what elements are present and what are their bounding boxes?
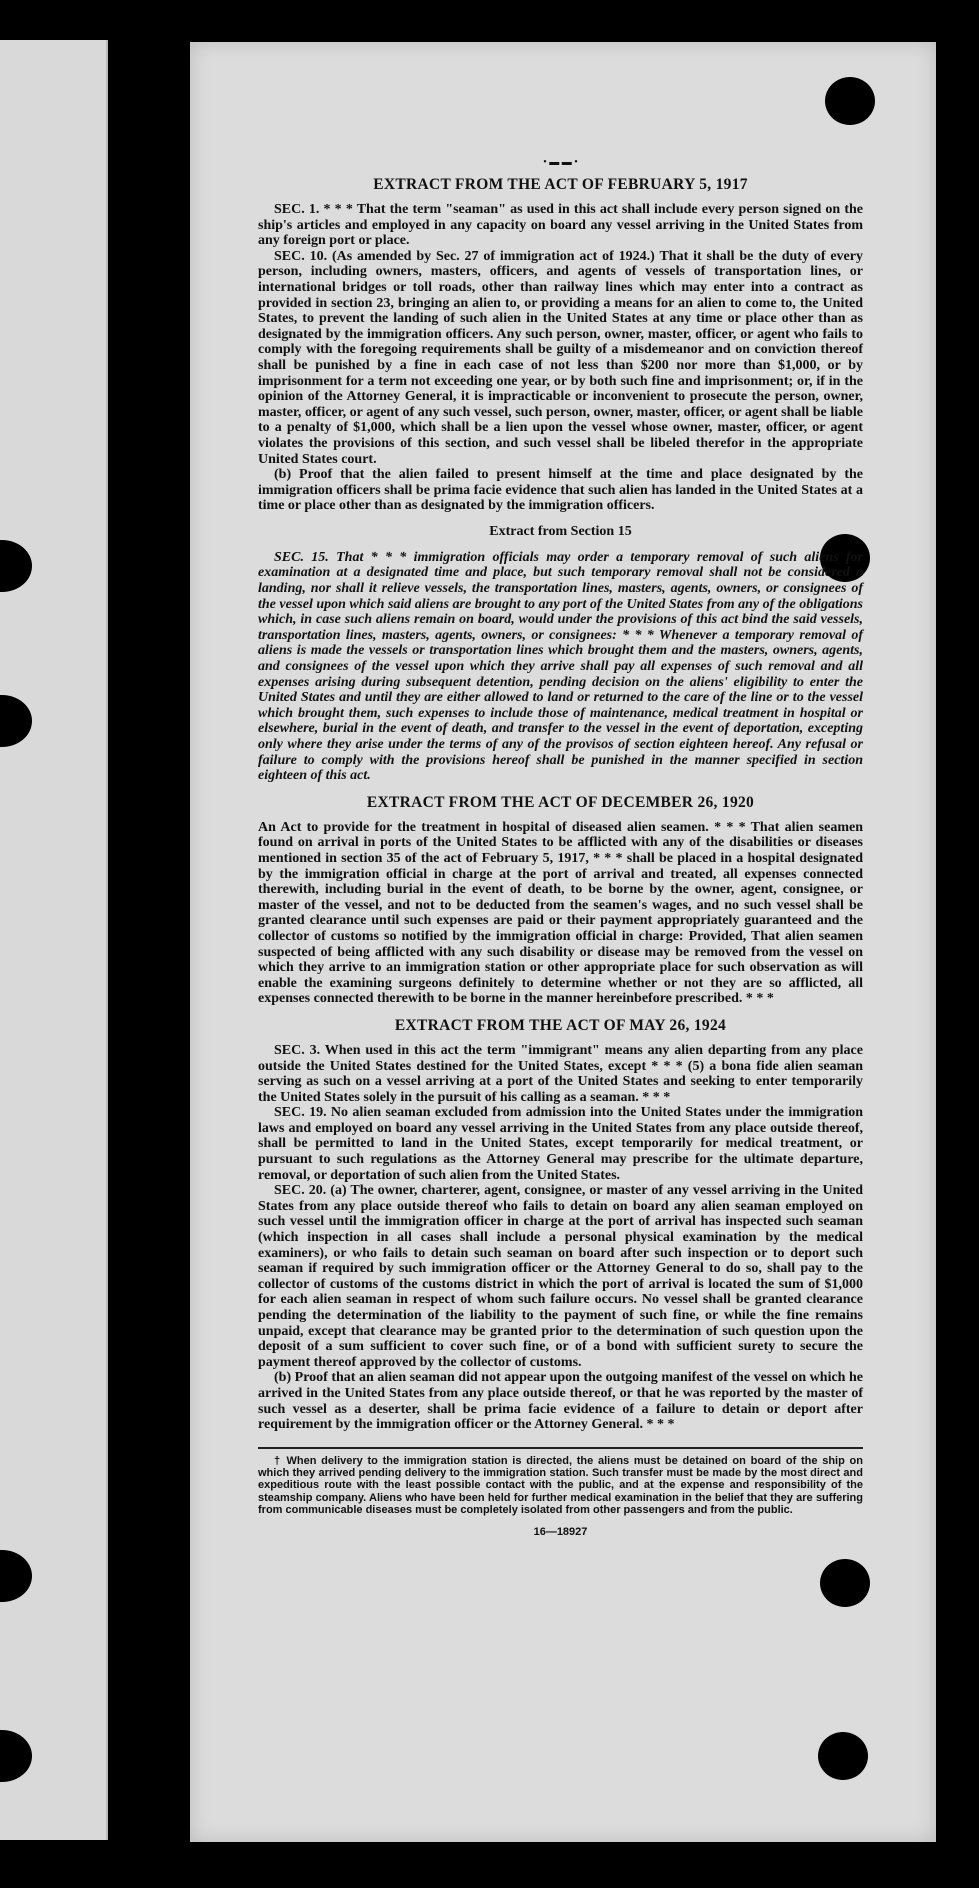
- paragraph: SEC. 3. When used in this act the term "immigrant" means any alien departing from any place outside the United States destined for the United States, except * * * (5) a bona fide alien seaman serving as such on a vessel arriving at a port of the United States and seeking to enter temporarily the United States solely in the pursuit of his calling as a seaman. * * *: [258, 1042, 863, 1105]
- paragraph: SEC. 15. That * * * immigration officials may order a temporary removal of such aliens for examination at a designated time and place, but such temporary removal shall not be considered a landing, nor shall it relieve vessels, the transportation lines, masters, agents, owners, or consignees of the vessel upon which said aliens are brought to any port of the United States from any of the obligations which, in case such aliens remain on board, would under the provisions of this act bind the said vessels, transportation lines, masters, agents, owners, or consignees: * * * Whenever a temporary removal of aliens is made the vessels or transportation lines which brought them and the masters, owners, agents, and consignees of the vessel upon which they arrive shall pay all expenses of such removal and all expenses arising during subsequent detention, pending decision on the aliens' eligibility to enter the United States and until they are either allowed to land or returned to the care of the line or to the vessel which brought them, such expenses to include those of maintenance, medical treatment in hospital or elsewhere, burial in the event of death, and transfer to the vessel in the event of deportation, excepting only where they arise under the terms of any of the provisos of section eighteen hereof. Any refusal or failure to comply with the provisions hereof shall be punished in the manner specified in section eighteen of this act.: [258, 549, 863, 784]
- section-heading: EXTRACT FROM THE ACT OF DECEMBER 26, 1920: [366, 793, 755, 811]
- punch-hole: [0, 540, 32, 592]
- punch-hole: [0, 695, 32, 747]
- footnote-divider: [258, 1447, 863, 1449]
- paragraph: SEC. 19. No alien seaman excluded from admission into the United States under the immigration laws and employed on board any vessel arriving in the United States from any place outside thereof, shall be permitted to land in the United States, except temporarily for medical treatment, or pursuant to such regulations as the Attorney General may prescribe for the ultimate departure, removal, or deportation of such alien from the United States.: [258, 1105, 863, 1183]
- punch-hole: [0, 1550, 32, 1602]
- punch-hole: [825, 77, 875, 125]
- adjacent-page-strip: [0, 40, 108, 1840]
- punch-hole: [818, 1732, 868, 1780]
- footnote-text: † When delivery to the immigration station is directed, the aliens must be detained on board of the ship on which they arrived pending delivery to the immigration station. Such transfer must be made by the most direct and expeditious route with the least possible contact with the public, and at the expense and responsibility of the steamship company. Aliens who have been held for further medical examination in the belief that they are suffering from communicable diseases must be completely isolated from other passengers and from the public.: [258, 1454, 863, 1516]
- section-act-1917: [258, 176, 863, 514]
- paragraph: (b) Proof that the alien failed to present himself at the time and place designated by the immigration officers shall be prima facie evidence that such alien has landed in the United States at a time or place other than as designated by the immigration officers.: [258, 467, 863, 514]
- section-act-1920: [258, 794, 863, 1007]
- document-page: [190, 42, 936, 1842]
- footnote: [258, 1455, 863, 1516]
- paragraph: SEC. 1. * * * That the term "seaman" as used in this act shall include every person signed on the ship's articles and employed in any capacity on board any vessel arriving in the United States from any foreign port or place.: [258, 202, 863, 249]
- header-ornament: • ▬ ▬ •: [543, 157, 578, 168]
- punch-hole: [0, 1730, 32, 1782]
- section-heading: EXTRACT FROM THE ACT OF MAY 26, 1924: [394, 1016, 727, 1034]
- section-heading: EXTRACT FROM THE ACT OF FEBRUARY 5, 1917: [373, 176, 748, 193]
- document-body: [258, 157, 863, 1539]
- document-number: 16—18927: [533, 1526, 588, 1539]
- section-act-1924: [258, 1017, 863, 1433]
- paragraph: (b) Proof that an alien seaman did not appear upon the outgoing manifest of the vessel on which he arrived in the United States from any place outside thereof, or that he was reported by the master of such vessel as a deserter, shall be prima facie evidence of a failure to detain or deport after requirement by the immigration officer or the Attorney General. * * *: [258, 1370, 863, 1433]
- section-extract-15: [258, 524, 863, 784]
- paragraph: SEC. 10. (As amended by Sec. 27 of immigration act of 1924.) That it shall be the duty of every person, including owners, masters, officers, and agents of vessels of transportation lines, or international bridges or toll roads, other than railway lines which may enter into a contract as provided in section 23, bringing an alien to, or providing a means for an alien to come to, the United States, to prevent the landing of such alien in the United States at any time or place other than as designated by the immigration officers. Any such person, owner, master, officer, or agent who fails to comply with the foregoing requirements shall be guilty of a misdemeanor and on conviction thereof shall be punished by a fine in each case of not less than $200 nor more than $1,000, or by imprisonment for a term not exceeding one year, or by both such fine and imprisonment; or, if in the opinion of the Attorney General, it is impracticable or inconvenient to prosecute the person, owner, master, officer, or agent of any such vessel, such person, owner, master, officer, or agent shall be liable to a penalty of $1,000, which shall be a lien upon the vessel whose owner, master, officer, or agent violates the provisions of this section, and such vessel shall be libeled therefor in the appropriate United States court.: [258, 248, 863, 467]
- punch-hole: [820, 1559, 870, 1607]
- paragraph: An Act to provide for the treatment in hospital of diseased alien seamen. * * * That alien seamen found on arrival in ports of the United States to be afflicted with any of the disabilities or diseases mentioned in section 35 of the act of February 5, 1917, * * * shall be placed in a hospital designated by the immigration official in charge at the port of arrival and treated, all expenses connected therewith, including burial in the event of death, to be borne by the owner, agent, consignee, or master of the vessel, and not to be deducted from the seamen's wages, and no such vessel shall be granted clearance until such expenses are paid or their payment appropriately guaranteed and the collector of customs so notified by the immigration official in charge: Provided, That alien seamen suspected of being afflicted with any such disability or disease may be removed from the vessel on which they arrive to an immigration station or other appropriate place for such observation as will enable the examining surgeons definitely to determine whether or not they are so afflicted, all expenses connected therewith to be borne in the manner hereinbefore prescribed. * * *: [258, 819, 863, 1007]
- paragraph: SEC. 20. (a) The owner, charterer, agent, consignee, or master of any vessel arriving in the United States from any place outside thereof who fails to detain on board any alien seaman employed on such vessel until the immigration officer in charge at the port of arrival has inspected such seaman (which inspection in all cases shall include a personal physical examination by the medical examiners), or who fails to detain such seaman on board after such inspection or to deport such seaman if required by such immigration officer or the Attorney General to do so, shall pay to the collector of customs of the customs district in which the port of arrival is located the sum of $1,000 for each alien seaman in respect of whom such failure occurs. No vessel shall be granted clearance pending the determination of the liability to the payment of such fine, or while the fine remains unpaid, except that clearance may be granted prior to the determination of such question upon the deposit of a sum sufficient to cover such fine, or of a bond with sufficient surety to secure the payment thereof approved by the collector of customs.: [258, 1183, 863, 1370]
- section-heading: Extract from Section 15: [489, 523, 632, 539]
